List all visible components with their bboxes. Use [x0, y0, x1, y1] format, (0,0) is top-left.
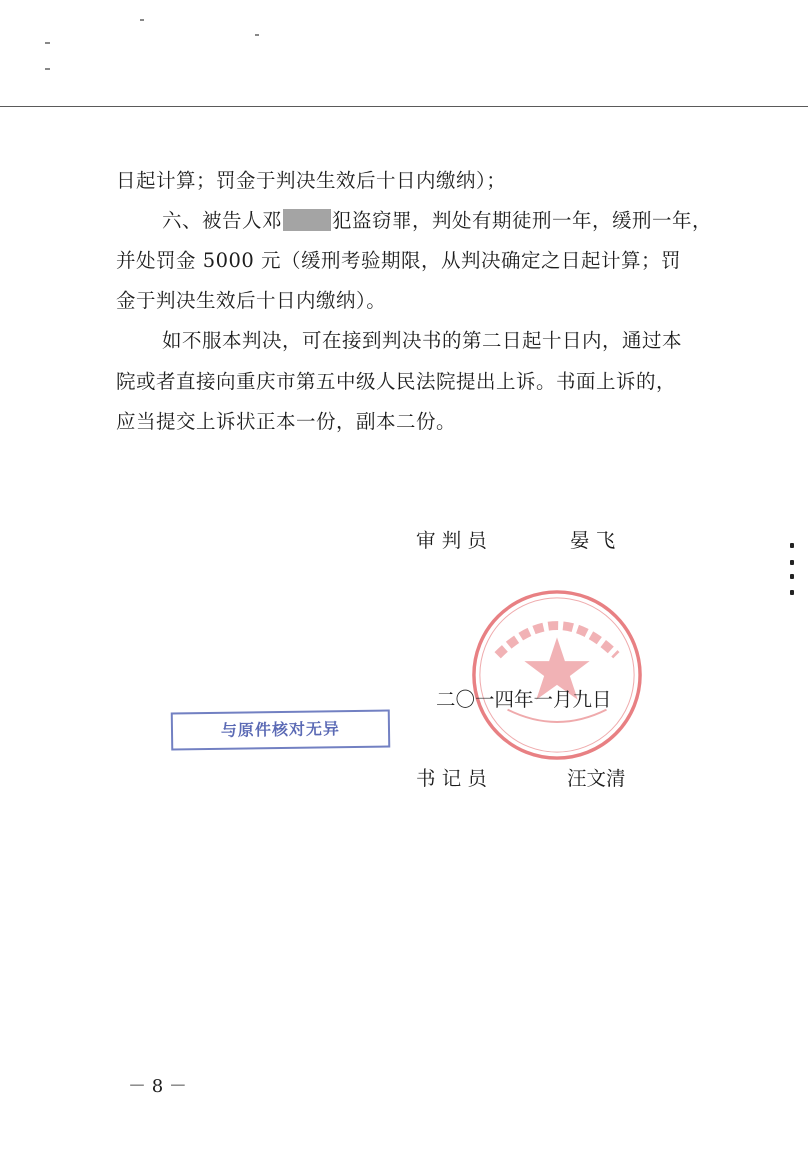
scan-speck	[140, 19, 144, 21]
clerk-name: 汪文清	[567, 767, 626, 790]
judge-name: 晏 飞	[570, 529, 616, 552]
redacted-name	[283, 209, 331, 231]
scan-speck	[255, 34, 259, 36]
page-number: － 8 －	[128, 1076, 187, 1097]
paragraph-line-7: 应当提交上诉状正本一份，副本二份。	[116, 410, 457, 433]
scan-speck	[45, 68, 50, 70]
scan-edge-line	[0, 106, 808, 107]
paragraph-line-1: 日起计算；罚金于判决生效后十日内缴纳）；	[116, 169, 507, 192]
paragraph-line-2	[162, 205, 712, 233]
clerk-title: 书 记 员	[416, 767, 487, 790]
verdict-text: 犯盗窃罪，判处有期徒刑一年，缓刑一年，	[332, 209, 713, 232]
verified-copy-stamp: 与原件核对无异	[171, 709, 391, 750]
paragraph-line-4: 金于判决生效后十日内缴纳）。	[116, 289, 387, 312]
judge-title: 审 判 员	[416, 529, 487, 552]
scan-edge-mark	[790, 574, 794, 579]
court-seal-icon	[468, 586, 646, 764]
scan-edge-mark	[790, 560, 794, 565]
defendant-prefix: 六、被告人邓	[162, 209, 283, 232]
judgment-date: 二〇一四年一月九日	[436, 688, 612, 711]
paragraph-line-3: 并处罚金 5000 元（缓刑考验期限，从判决确定之日起计算；罚	[116, 249, 682, 272]
paragraph-line-6: 院或者直接向重庆市第五中级人民法院提出上诉。书面上诉的，	[116, 370, 677, 393]
scan-edge-mark	[790, 543, 794, 548]
scan-speck	[45, 42, 50, 44]
scan-edge-mark	[790, 590, 794, 595]
paragraph-line-5: 如不服本判决，可在接到判决书的第二日起十日内，通过本	[162, 329, 683, 352]
